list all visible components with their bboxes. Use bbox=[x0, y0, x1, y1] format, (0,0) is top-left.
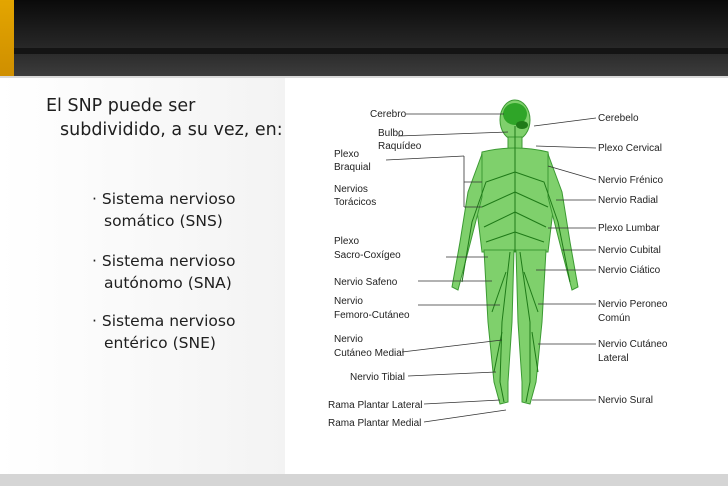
label-plexo-sacro-1: Plexo bbox=[334, 236, 360, 247]
label-cutaneo-medial-2: Cutáneo Medial bbox=[334, 348, 405, 359]
label-nervio-peroneo-1: Nervio Peroneo bbox=[598, 299, 668, 310]
label-raquideo: Raquídeo bbox=[378, 141, 422, 152]
label-rama-plantar-medial: Rama Plantar Medial bbox=[328, 418, 422, 429]
sub-bullet-sna: · Sistema nervioso autónomo (SNA) bbox=[92, 252, 236, 292]
label-cutaneo-medial-1: Nervio bbox=[334, 334, 363, 345]
slide-footer bbox=[0, 474, 728, 486]
label-nervio-frenico: Nervio Frénico bbox=[598, 175, 664, 186]
label-cutaneo-lateral-2: Lateral bbox=[598, 353, 629, 364]
nervous-system-figure bbox=[286, 82, 728, 474]
left-leg bbox=[484, 250, 514, 404]
label-nervio-sural: Nervio Sural bbox=[598, 395, 654, 406]
label-plexo-lumbar: Plexo Lumbar bbox=[598, 223, 660, 234]
label-nervio-cubital: Nervio Cubital bbox=[598, 245, 661, 256]
label-plexo-sacro-2: Sacro-Coxígeo bbox=[334, 250, 401, 261]
main-bullet: El SNP puede ser subdividido, a su vez, en: bbox=[46, 96, 283, 140]
left-arm bbox=[452, 154, 482, 290]
cerebellum bbox=[516, 121, 528, 129]
sub-bullet-sns: · Sistema nervioso somático (SNS) bbox=[92, 190, 236, 230]
label-plexo-cervical: Plexo Cervical bbox=[598, 143, 662, 154]
label-cerebelo: Cerebelo bbox=[598, 113, 639, 124]
label-plexo-braquial-2: Braquial bbox=[334, 162, 371, 173]
label-cerebro: Cerebro bbox=[370, 109, 407, 120]
label-cutaneo-lateral-1: Nervio Cutáneo bbox=[598, 339, 668, 350]
header-stripe bbox=[0, 48, 728, 54]
label-nervios-toracicos-2: Torácicos bbox=[334, 197, 377, 208]
label-femoro-cutaneo-1: Nervio bbox=[334, 296, 363, 307]
label-nervio-peroneo-2: Común bbox=[598, 313, 631, 324]
label-plexo-braquial-1: Plexo bbox=[334, 149, 360, 160]
label-nervio-ciatico: Nervio Ciático bbox=[598, 265, 661, 276]
anatomy-diagram bbox=[286, 82, 728, 474]
sub-bullet-sne: · Sistema nervioso entérico (SNE) bbox=[92, 312, 236, 352]
label-rama-plantar-lateral: Rama Plantar Lateral bbox=[328, 400, 423, 411]
label-femoro-cutaneo-2: Femoro-Cutáneo bbox=[334, 310, 410, 321]
right-leg bbox=[516, 250, 546, 404]
header-accent-bar bbox=[0, 0, 14, 76]
label-nervio-tibial: Nervio Tibial bbox=[350, 372, 406, 383]
label-bulbo: Bulbo bbox=[378, 128, 404, 139]
label-nervios-toracicos-1: Nervios bbox=[334, 184, 368, 195]
slide-header-bar bbox=[0, 0, 728, 76]
label-nervio-radial: Nervio Radial bbox=[598, 195, 659, 206]
label-nervio-safeno: Nervio Safeno bbox=[334, 277, 398, 288]
